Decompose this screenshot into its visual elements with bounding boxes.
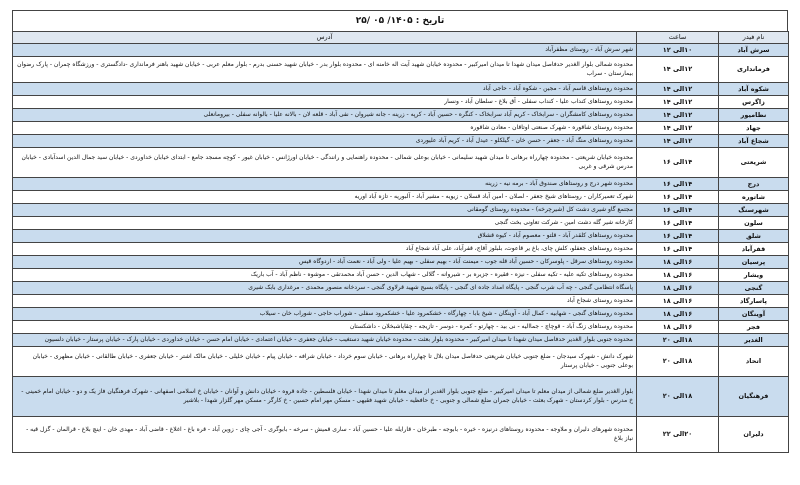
feeder-name-cell: شلق (719, 230, 789, 243)
address-cell: محدوده روستاهای گنجی - شهابیه - کمال آباد - آوینگان - شیخ بابا - چهارگاه - خشکمرود علیا - خشکمرود سفلی - شوراب حاجی - شوراب خان - سیلاب (13, 308, 637, 321)
feeder-name-cell: پاسارگاد (719, 295, 789, 308)
feeder-name-cell: نظامیور (719, 109, 789, 122)
feeder-name-cell: الغدیر (719, 334, 789, 347)
outage-table (12, 31, 789, 453)
hours-cell: ۱۴الی ۱۶ (637, 204, 719, 217)
feeder-name-cell: گنجی (719, 282, 789, 295)
table-row (13, 269, 789, 282)
table-row (13, 191, 789, 204)
table-row (13, 204, 789, 217)
hours-cell: ۱۶الی ۱۸ (637, 321, 719, 334)
feeder-name-cell: قفرآباد (719, 243, 789, 256)
feeder-name-cell: سلون (719, 217, 789, 230)
address-cell: محدوده روستای شاقوره - شهرک صنعتی اوتاقان - معادن شاقوره (13, 122, 637, 135)
address-cell: شهرک تعمیرکاران - روستاهای شیخ جعفر - لصلان - امین آباد قسلان - زیویه - مشیر آباد - آلبوریه - تازه آباد اوریه (13, 191, 637, 204)
table-row (13, 417, 789, 453)
feeder-name-cell: جهاد (719, 122, 789, 135)
table-row (13, 243, 789, 256)
hours-cell: ۱۶الی ۱۸ (637, 295, 719, 308)
feeder-name-cell: آوینگان (719, 308, 789, 321)
hours-cell: ۱۲الی ۱۴ (637, 57, 719, 83)
table-row (13, 44, 789, 57)
address-cell: محدوده روستاهای کنداب علیا - کنداب سفلی - آق بلاغ - سلطان آباد - ونسار (13, 96, 637, 109)
table-row (13, 295, 789, 308)
feeder-name-cell: شکوه آباد (719, 83, 789, 96)
address-cell: محدوده جنوبی بلوار الغدیر حدفاصل میدان شهدا تا میدان امیرکبیر - محدوده بلوار بعثت - محدوده خیابان شهید دستغیب - خیابان جعفری - خیابان اعتمادی - خیابان امام حسن - خیابان خداوردی - خیابان پارک - خیابان پرستار - خیابان دلسیون (13, 334, 637, 347)
address-cell: شهرک دانش - شهرک سیدجان - ضلع جنوبی خیابان شریعتی حدفاصل میدان بلال تا چهارراه برهانی - خیابان سوم خرداد - خیابان شرافه - خیابان پیام - خیابان خلیلی - خیابان مالک اشتر - خیابان جعفری - خیابان طالقانی - خیابان مظهری - خیابان بوعلی جنوبی - خیابان پرستار (13, 347, 637, 377)
feeder-name-cell: پرسیان (719, 256, 789, 269)
table-row (13, 334, 789, 347)
hours-cell: ۱۲الی ۱۴ (637, 83, 719, 96)
address-cell: بلوار الغدیر ضلع شمالی از میدان معلم تا میدان امیرکبیر - ضلع جنوبی بلوار الغدیر از میدان معلم تا میدان شهدا - خیابان فلسطین - جاده قروه - خیابان دانش و آوانان - خیابان خ اسلامی اصفهانی - شهرک فرهنگیان فاز یک و دو - خیابان امام خمینی - خ مدرس - بلوار کردستان - شهرک بعثت - خیابان جمران ضلع شمالی و جنوبی - خ حافظیه - خیابان شهید فقیهی - مسکن مهر امام حسین - خ کارگر - مسکن مهر گلزار شهدا - بلاشیر (13, 377, 637, 417)
feeder-name-cell: فرمانداری (719, 57, 789, 83)
address-cell: محدوده شهر درج و روستاهای صندوق آباد - برمه نیه - زرینه (13, 178, 637, 191)
hours-cell: ۱۴الی ۱۶ (637, 148, 719, 178)
address-cell: محدوده روستاهای قاسم آباد - مجین - شکوه آباد - حاجی آباد (13, 83, 637, 96)
table-row (13, 122, 789, 135)
column-header-address: آدرس (13, 32, 637, 44)
address-cell: کارخانه شیر گله دشت امین - شرکت تعاونی بخت گنجی (13, 217, 637, 230)
table-body (13, 44, 789, 453)
feeder-name-cell: دلیران (719, 417, 789, 453)
hours-cell: ۱۸الی ۲۰ (637, 347, 719, 377)
feeder-name-cell: شاتوره (719, 191, 789, 204)
table-row (13, 256, 789, 269)
outage-schedule-sheet (12, 10, 788, 453)
table-row (13, 178, 789, 191)
address-cell: محدوده روستاهای زنگ آباد - قوچاچ - جماالیه - نی بید - چهارتو - کمره - دوسر - تازیجه - چقاپاشبخلان - داشکستان (13, 321, 637, 334)
hours-cell: ۱۴الی ۱۶ (637, 217, 719, 230)
address-cell: شهر سرش آباد - روستای مظفرآباد (13, 44, 637, 57)
column-header-name: نام فیدر (719, 32, 789, 44)
address-cell: محدوده شمالی بلوار الغدیر حدفاصل میدان شهدا تا میدان امیرکبیر - محدوده خیابان شهید آیت اله خامنه ای - محدوده بلوار بدر - خیابان شهید حسنی بدرم - بلوار معلم عربی - خیابان شهید باهنر فرمانداری -دادگستری - ورزشگاه چمران - پارک رضوان بیمارستان - سراب (13, 57, 637, 83)
hours-cell: ۱۸الی ۲۰ (637, 334, 719, 347)
table-row (13, 83, 789, 96)
address-cell: محدوده روستای شجاع آباد (13, 295, 637, 308)
feeder-name-cell: درج (719, 178, 789, 191)
table-row (13, 148, 789, 178)
feeder-name-cell: شریعتی (719, 148, 789, 178)
table-row (13, 282, 789, 295)
address-cell: محدوده خیابان شریعتی - محدوده چهارراه برهانی تا میدان شهید سلیمانی - خیابان بوعلی شمالی - محدوده راهنمایی و رانندگی - خیابان اورژانس - خیابان غیور - کوچه مسجد جامع - ابتدای خیابان خداوردی - خیابان سید جمال الدین اسدآبادی - خیابان مدرس شرقی و غربی (13, 148, 637, 178)
hours-cell: ۲۰الی ۲۲ (637, 417, 719, 453)
feeder-name-cell: فرهنگیان (719, 377, 789, 417)
table-row (13, 377, 789, 417)
feeder-name-cell: شهرسنگ (719, 204, 789, 217)
hours-cell: ۱۲الی ۱۴ (637, 109, 719, 122)
feeder-name-cell: سرش آباد (719, 44, 789, 57)
table-row (13, 217, 789, 230)
address-cell: محدوده روستاهای سرقل - پلوسرکان - حسین آباد قله جوب - میمنت آباد - بهیم سفلی - بهیم علیا - ولی آباد - نعمت آباد - اردوگاه قیس (13, 256, 637, 269)
feeder-name-cell: شجاع آباد (719, 135, 789, 148)
hours-cell: ۱۸الی ۲۰ (637, 377, 719, 417)
address-cell: محدوده روستاهای منگ آباد - جعفر - حسن خان - گیلکلو - عیدل آباد - کریم آباد علیوردی (13, 135, 637, 148)
hours-cell: ۱۴الی ۱۶ (637, 230, 719, 243)
table-row (13, 109, 789, 122)
hours-cell: ۱۲الی ۱۴ (637, 135, 719, 148)
table-row (13, 321, 789, 334)
address-cell: محدوده روستاهای تکیه علیه - تکیه سفلی - نیزه - فقیره - جزیره بر - شیروانه - گلالی - شهاب الدین - حسن آباد محمدتقی - موشوه - ناظم آباد - آب باریک (13, 269, 637, 282)
table-row (13, 308, 789, 321)
table-row (13, 96, 789, 109)
address-cell: محدوده روستاهای کلقدر آباد - قلتو - معصوم آباد - کیوه قشلاق (13, 230, 637, 243)
hours-cell: ۱۲الی ۱۴ (637, 96, 719, 109)
hours-cell: ۱۶الی ۱۸ (637, 269, 719, 282)
hours-cell: ۱۰الی ۱۲ (637, 44, 719, 57)
feeder-name-cell: زاگرس (719, 96, 789, 109)
address-cell: محدوده شهرهای دلیران و ملاوجه - محدوده روستاهای درنیزه - خیره - بابوجه - طبرخان - قارایله علیا - حسین آباد - ساری قمیش - سرخه - بابوگری - آجی چای - زوین آباد - قره باغ - اغلاغ - قاضی آباد - مهدی خان - اینچ بلاغ - قرالمان - گزل قیه - نیاز بلاغ (13, 417, 637, 453)
table-row (13, 135, 789, 148)
address-cell: محدوده روستاهای کامشگران - سرابخاک - کریم آباد سرابخاک - کنگره - حسین آباد - کرپه - زرینه - جانه شیروان - نفی آباد - قلعه لان - بالانه علیا - بالوانه سفلی - بیرومانعلی (13, 109, 637, 122)
hours-cell: ۱۴الی ۱۶ (637, 243, 719, 256)
table-row (13, 347, 789, 377)
feeder-name-cell: فجر (719, 321, 789, 334)
address-cell: محدوده روستاهای جعفلو، کلش چای، باغ یر قاعوت، بلبلوز آقاج، قفرآباد، علی آباد شجاع آباد (13, 243, 637, 256)
feeder-name-cell: ویشار (719, 269, 789, 282)
hours-cell: ۱۶الی ۱۸ (637, 308, 719, 321)
address-cell: مجتمع گاو شیری دشت کل (شیرچرخه) - محدوده روستای گومقانی (13, 204, 637, 217)
hours-cell: ۱۲الی ۱۴ (637, 122, 719, 135)
table-row (13, 57, 789, 83)
feeder-name-cell: اتحاد (719, 347, 789, 377)
table-row (13, 230, 789, 243)
column-header-hours: ساعت (637, 32, 719, 44)
address-cell: پاسگاه انتظامی گنجی - چه آب شرب گنجی - پایگاه امداد جاده ای گنجی - پایگاه بسیج شهید قرلاوی گنجی - سردخانه منصور محمدی - مرغداری بابک شیری (13, 282, 637, 295)
hours-cell: ۱۶الی ۱۸ (637, 282, 719, 295)
hours-cell: ۱۴الی ۱۶ (637, 178, 719, 191)
hours-cell: ۱۶الی ۱۸ (637, 256, 719, 269)
schedule-date: تاریخ : ۱۴۰۵/ ۰۵ /۲۵ (12, 10, 788, 31)
table-header-row (13, 32, 789, 44)
hours-cell: ۱۴الی ۱۶ (637, 191, 719, 204)
